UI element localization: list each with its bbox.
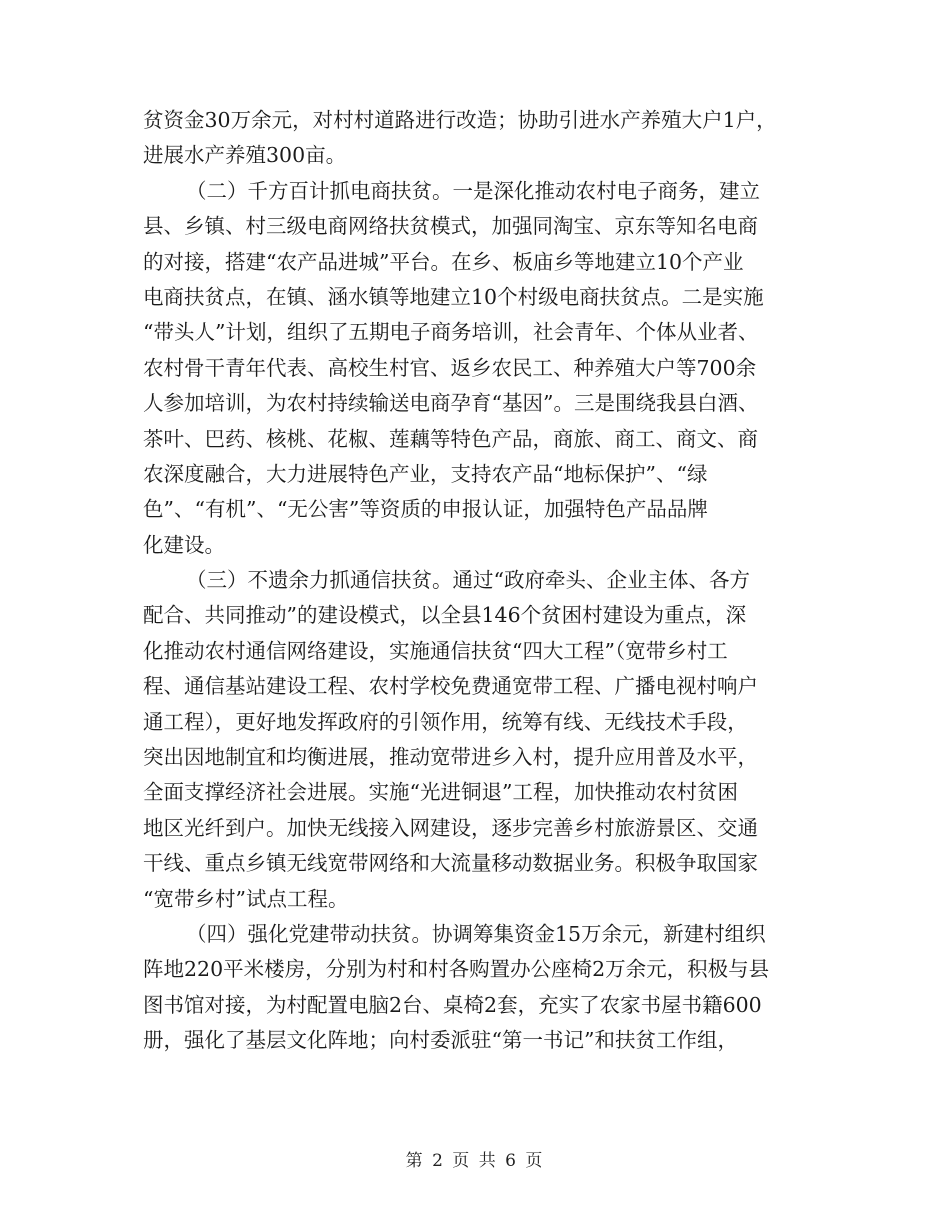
text-line: 县、乡镇、村三级电商网络扶贫模式，加强同淘宝、京东等知名电商 (143, 214, 758, 239)
text-line: 通工程），更好地发挥政府的引领作用，统筹有线、无线技术手段， (143, 709, 748, 734)
text-line: “带头人”计划，组织了五期电子商务培训，社会青年、个体从业者、 (143, 320, 759, 345)
text-line: 茶叶、巴药、核桃、花椒、莲藕等特色产品，商旅、商工、商文、商 (143, 426, 758, 451)
text-line: 阵地220平米楼房，分别为村和村各购置办公座椅2万余元，积极与县 (143, 957, 770, 982)
text-line: 色”、“有机”、“无公害”等资质的申报认证，加强特色产品品牌 (143, 497, 708, 522)
paragraph-start-line: （三）不遗余力抓通信扶贫。通过“政府牵头、企业主体、各方 (186, 568, 750, 593)
paragraph-start-line: （四）强化党建带动扶贫。协调筹集资金15万余元，新建村组织 (186, 921, 766, 946)
text-line: 干线、重点乡镇无线宽带网络和大流量移动数据业务。积极争取国家 (143, 851, 758, 876)
text-line: 程、通信基站建设工程、农村学校免费通宽带工程、广播电视村响户 (143, 674, 758, 699)
text-line: 农村骨干青年代表、高校生村官、返乡农民工、种养殖大户等700余 (143, 355, 757, 380)
text-line: 地区光纤到户。加快无线接入网建设，逐步完善乡村旅游景区、交通 (143, 815, 758, 840)
text-line: 突出因地制宜和均衡进展，推动宽带进乡入村，提升应用普及水平， (143, 745, 758, 770)
text-line: “宽带乡村”试点工程。 (143, 886, 349, 911)
text-line: 贫资金30万余元，对村村道路进行改造；协助引进水产养殖大户1户， (143, 108, 777, 132)
text-line: 电商扶贫点，在镇、涵水镇等地建立10个村级电商扶贫点。二是实施 (143, 284, 764, 309)
text-line: 图书馆对接，为村配置电脑2台、桌椅2套，充实了农家书屋书籍600 (143, 992, 762, 1017)
text-line: 册，强化了基层文化阵地；向村委派驻“第一书记”和扶贫工作组， (143, 1028, 738, 1053)
text-line: 人参加培训，为农村持续输送电商孕育“基因”。三是围绕我县白酒、 (143, 391, 759, 416)
text-line: 进展水产养殖300亩。 (143, 143, 347, 168)
text-line: 配合、共同推动”的建设模式，以全县146个贫困村建设为重点，深 (143, 603, 747, 628)
text-line: 化推动农村通信网络建设，实施通信扶贫“四大工程”（宽带乡村工 (143, 638, 728, 663)
page-number-footer: 第 2 页 共 6 页 (405, 1151, 545, 1171)
text-line: 全面支撑经济社会进展。实施“光进铜退”工程，加快推动农村贫困 (143, 780, 738, 805)
text-line: 的对接，搭建“农产品进城”平台。在乡、板庙乡等地建立10个产业 (143, 249, 744, 274)
paragraph-start-line: （二）千方百计抓电商扶贫。一是深化推动农村电子商务，建立 (186, 178, 760, 203)
document-body (143, 103, 793, 1059)
text-line: 农深度融合，大力进展特色产业，支持农产品“地标保护”、“绿 (143, 461, 708, 486)
text-line: 化建设。 (143, 532, 225, 557)
